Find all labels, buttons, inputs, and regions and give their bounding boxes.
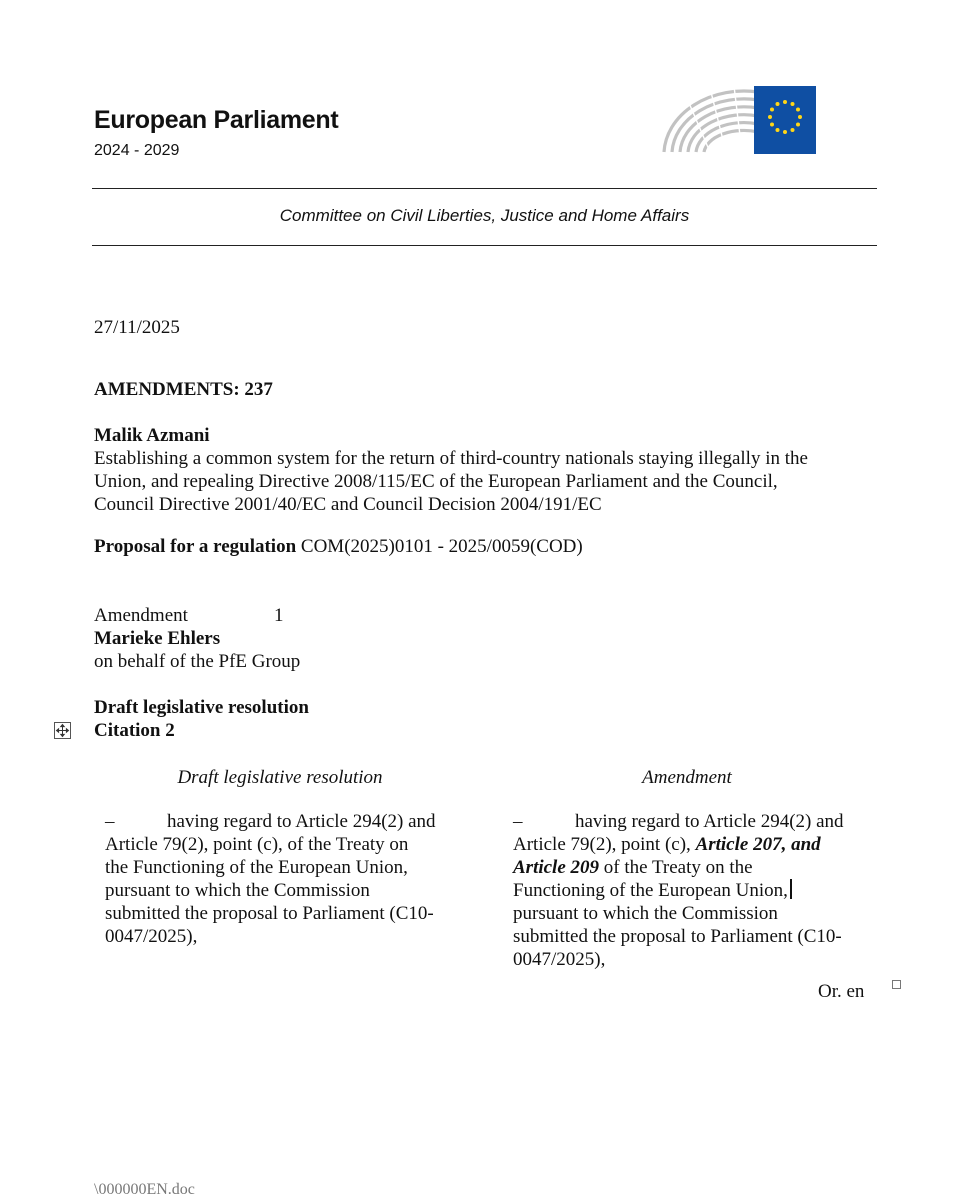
inserted-text: Article 207, and [695,834,821,855]
procedure-title-line: Establishing a common system for the return of third-country nationals staying illegally in the [94,448,808,469]
text-line-content: of the Treaty on the [599,857,753,878]
text-line: Article 79(2), point (c), of the Treaty on [105,834,409,855]
institution-name: European Parliament [94,106,339,134]
original-text [105,810,465,948]
text-line [513,879,873,902]
document-date: 27/11/2025 [94,317,180,338]
text-line-content: Article 79(2), point (c), [513,834,696,855]
text-line: pursuant to which the Commission [513,903,778,924]
amendments-title: AMENDMENTS: 237 [94,379,273,400]
header-rule-bottom [92,245,877,246]
proposal-label: Proposal for a regulation [94,536,297,557]
text-line-content: having regard to Article 294(2) and [167,811,436,832]
column-heading-original: Draft legislative resolution [177,767,383,788]
text-line [513,833,873,856]
amended-part: Draft legislative resolution [94,697,309,718]
amendment-number: 1 [274,605,284,626]
text-line: pursuant to which the Commission [105,880,370,901]
text-line: submitted the proposal to Parliament (C10- [513,926,842,947]
european-parliament-logo-icon [658,80,816,158]
text-line [513,856,873,879]
parliamentary-term: 2024 - 2029 [94,142,180,159]
footer-filename: \000000EN.doc [94,1181,195,1198]
committee-name: Committee on Civil Liberties, Justice and Home Affairs [279,206,690,225]
author-group: on behalf of the PfE Group [94,651,301,672]
text-cursor [790,879,792,899]
proposal-reference [94,535,583,558]
original-language: Or. en [818,981,865,1002]
procedure-title [94,447,864,516]
proposal-code: COM(2025)0101 - 2025/0059(COD) [296,536,583,557]
amendment-label: Amendment [94,605,188,626]
text-line-content: having regard to Article 294(2) and [575,811,844,832]
procedure-title-line: Council Directive 2001/40/EC and Council Decision 2004/191/EC [94,494,602,515]
amendment-author: Marieke Ehlers [94,628,221,649]
text-line: 0047/2025), [513,949,606,970]
paragraph-marker-icon [892,980,901,989]
procedure-title-line: Union, and repealing Directive 2008/115/EC of the European Parliament and the Council, [94,471,778,492]
citation-label: Citation 2 [94,720,175,741]
text-line: submitted the proposal to Parliament (C10- [105,903,434,924]
text-line [513,810,873,833]
header-rule-top [92,188,877,189]
text-line: 0047/2025), [105,926,198,947]
text-line: the Functioning of the European Union, [105,857,408,878]
column-heading-amendment: Amendment [642,767,732,788]
rapporteur-name: Malik Azmani [94,425,210,446]
text-line [105,810,465,833]
inserted-text: Article 209 [513,857,600,878]
move-handle-icon[interactable] [54,722,71,739]
text-line-content: Functioning of the European Union, [513,880,788,901]
dash: – [513,811,523,832]
amended-text[interactable] [513,810,873,971]
dash: – [105,811,115,832]
